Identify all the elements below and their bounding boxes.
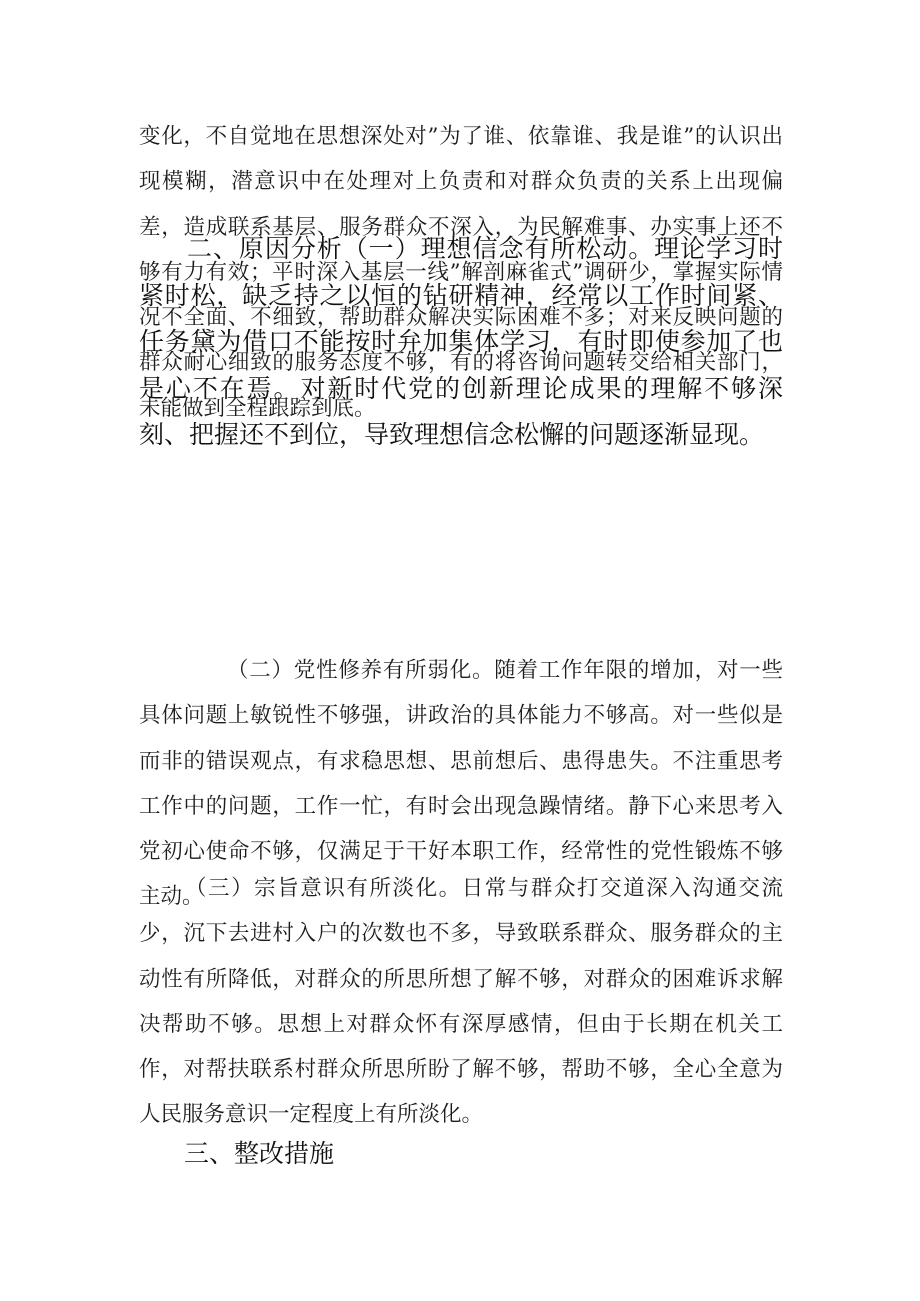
section-heading-rectification: 三、整改措施 (184, 1139, 335, 1168)
paragraph-cause-analysis: 二、原因分析（一）理想信念有所松动。理论学习时紧时松，缺乏持之以恒的钻研精神，经常以工作时间紧、任务黛为借口不能按时弁加集体学习，有时即使参加了也是心不在焉。对新时代党的创新理论成果的理解不够深刻、把握还不到位，导致理想信念松懈的问题逐渐显现。 (139, 234, 783, 450)
paragraph-party-spirit: （二）党性修养有所弱化。随着工作年限的增加，对一些具体问题上敏锐性不够强，讲政治的具体能力不够高。对一些似是而非的错误观点，有求稳思想、思前想后、患得患失。不注重思考工作中的问题，工作一忙，有时会出现急躁情绪。静下心来思考入党初心使命不够，仅满足于干好本职工作，经常性的党性锻炼不够主动。 (139, 658, 783, 910)
paragraph-purpose-awareness: （三）宗旨意识有所淡化。日常与群众打交道深入沟通交流少，沉下去进村入户的次数也不多，导致联系群众、服务群众的主动性有所降低，对群众的所思所想了解不够，对群众的困难诉求解决帮助不够。思想上对群众怀有深厚感情，但由于长期在机关工作，对帮扶联系村群众所思所盼了解不够，帮助不够，全心全意为人民服务意识一定程度上有所淡化。 (139, 876, 783, 1128)
paragraph-continuation: 变化，不自觉地在思想深处对”为了谁、依靠谁、我是谁”的认识出现模糊，潜意识中在处理对上负责和对群众负责的关系上出现偏差，造成联系基层、服务群众不深入，为民解难事、办实事上还不够有力有效；平时深入基层一线”解剖麻雀式”调研少，掌握实际情况不全面、不细致，帮助群众解决实际困难不多；对来反映问题的群众耐心细致的服务态度不够，有的将咨询问题转交给相关部门，未能做到全程跟踪到底。 (139, 124, 783, 421)
